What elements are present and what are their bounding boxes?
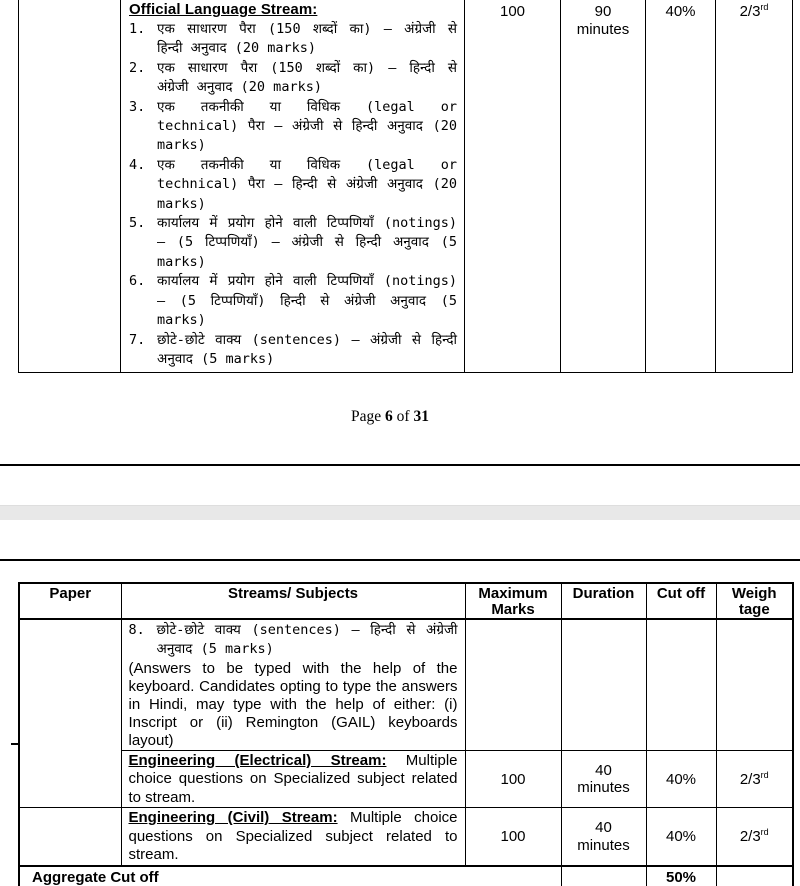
item-text: कार्यालय में प्रयोग होने वाली टिप्पणियाँ (notings) – (5 टिप्पणियाँ) – अंग्रेजी से हिन्दी अनुवाद (5 marks) [157,215,457,270]
table [18,0,793,373]
numbered-list [129,20,457,369]
footer-word-page: Page [351,408,382,425]
weightage-cell-empty [716,619,793,750]
paper-cell-empty [19,808,121,866]
weightage-cell [716,0,793,372]
paper-cell-empty [19,0,121,372]
page-gap-bar [0,505,800,520]
streams-subjects-cell [121,0,465,372]
table-row [19,0,793,372]
max-marks-value: 100 [499,3,526,20]
item-text: एक साधारण पैरा (150 शब्दों का) – अंग्रेजी से हिन्दी अनुवाद (20 marks) [157,21,457,57]
exam-scheme-table [18,582,798,886]
header-maximum-marks: Maximum Marks [465,583,561,619]
header-streams-subjects: Streams/ Subjects [121,583,465,619]
cut-off-value: 40% [665,3,696,20]
weightage-ordinal: rd [760,769,769,780]
item-number: 5. [129,215,146,232]
weightage-cell: 2/3rd [716,750,793,808]
streams-subjects-cell [121,619,465,750]
header-duration: Duration [561,583,646,619]
max-marks-cell-empty [465,619,561,750]
weightage-value: 2/3 [739,3,761,20]
weightage-cell: 2/3rd [716,808,793,866]
item-number: 8. [128,622,145,638]
streams-subjects-cell [121,750,465,808]
footer-total-pages: 31 [413,408,429,425]
page-footer [0,408,780,426]
duration-cell: 40 minutes [561,808,646,866]
streams-subjects-cell [121,808,465,866]
stream-description: Multiple choice questions on Specialized subject related to stream. [128,809,458,864]
stream-description: Multiple choice questions on Specialized subject related to stream. [128,751,458,806]
header-cut-off: Cut off [646,583,716,619]
numbered-item [129,621,458,660]
table-row-civil [19,808,793,866]
item-text: एक तकनीकी या विधिक (legal or technical) पैरा – अंग्रेजी से हिन्दी अनुवाद (20 marks) [157,98,457,154]
cut-off-cell [646,0,716,372]
stream-heading: Engineering (Electrical) Stream: [128,751,387,769]
weightage-ordinal: rd [760,2,769,12]
header-row [19,583,793,619]
numbered-item [129,214,457,272]
weightage-ordinal: rd [760,827,769,838]
duration-cell-empty [561,619,646,750]
duration-value: 90 minutes [576,3,630,38]
cell-content [121,0,464,371]
header-weightage: Weigh tage [716,583,793,619]
stream-heading: Engineering (Civil) Stream: [128,809,338,827]
table [18,582,794,886]
numbered-item [129,98,457,156]
page-top-edge-line [0,559,800,561]
cut-off-cell-empty [646,619,716,750]
max-marks-cell: 100 [465,750,561,808]
aggregate-cut-off-value: 50% [646,866,716,886]
item-number: 2. [129,59,146,76]
item-text: एक तकनीकी या विधिक (legal or technical) पैरा – हिन्दी से अंग्रेजी अनुवाद (20 marks) [157,156,457,212]
numbered-item [129,59,457,98]
item-number: 7. [129,331,146,348]
max-marks-cell [465,0,561,372]
item-text: कार्यालय में प्रयोग होने वाली टिप्पणियाँ (notings) – (5 टिप्पणियाँ) हिन्दी से अंग्रेजी अनुवाद (5 marks) [157,273,457,329]
item-text: छोटे-छोटे वाक्य (sentences) – हिन्दी से अंग्रेजी अनुवाद (5 marks) [156,622,458,658]
numbered-item [129,272,457,330]
paper-cell-empty [19,619,121,808]
item-text: एक साधारण पैरा (150 शब्दों का) – हिन्दी से अंग्रेजी अनुवाद (20 marks) [157,59,457,96]
typing-note: (Answers to be typed with the help of the keyboard. Candidates opting to type the answers in Hindi, may type with the help of either: (i) Inscript or (ii) Remington (GAIL) keyboards layout) [128,659,458,749]
cut-off-cell: 40% [646,808,716,866]
item-number: 4. [129,156,146,173]
item-text: छोटे-छोटे वाक्य (sentences) – अंग्रेजी से हिन्दी अनुवाद (5 marks) [157,331,457,367]
table-row-electrical [19,750,793,808]
header-paper: Paper [19,583,121,619]
footer-page-number: 6 [385,408,393,425]
duration-cell [561,0,646,372]
exam-scheme-table-continuation [18,0,793,373]
item-number: 6. [129,273,146,290]
item-number: 1. [129,21,146,37]
max-marks-cell: 100 [465,808,561,866]
footer-word-of: of [396,408,410,425]
numbered-item [129,156,457,214]
weightage-cell-empty [716,866,793,886]
cut-off-cell: 40% [646,750,716,808]
page-bottom-edge-line [0,464,800,466]
aggregate-label: Aggregate Cut off [19,866,561,886]
duration-cell: 40 minutes [561,750,646,808]
duration-cell-empty [561,866,646,886]
numbered-item [129,20,457,59]
item-number: 3. [129,98,146,115]
row-boundary-tick [11,743,20,745]
table-row-aggregate [19,866,793,886]
numbered-item [129,331,457,370]
table-row-item8 [19,619,793,750]
section-heading: Official Language Stream: [129,1,318,18]
